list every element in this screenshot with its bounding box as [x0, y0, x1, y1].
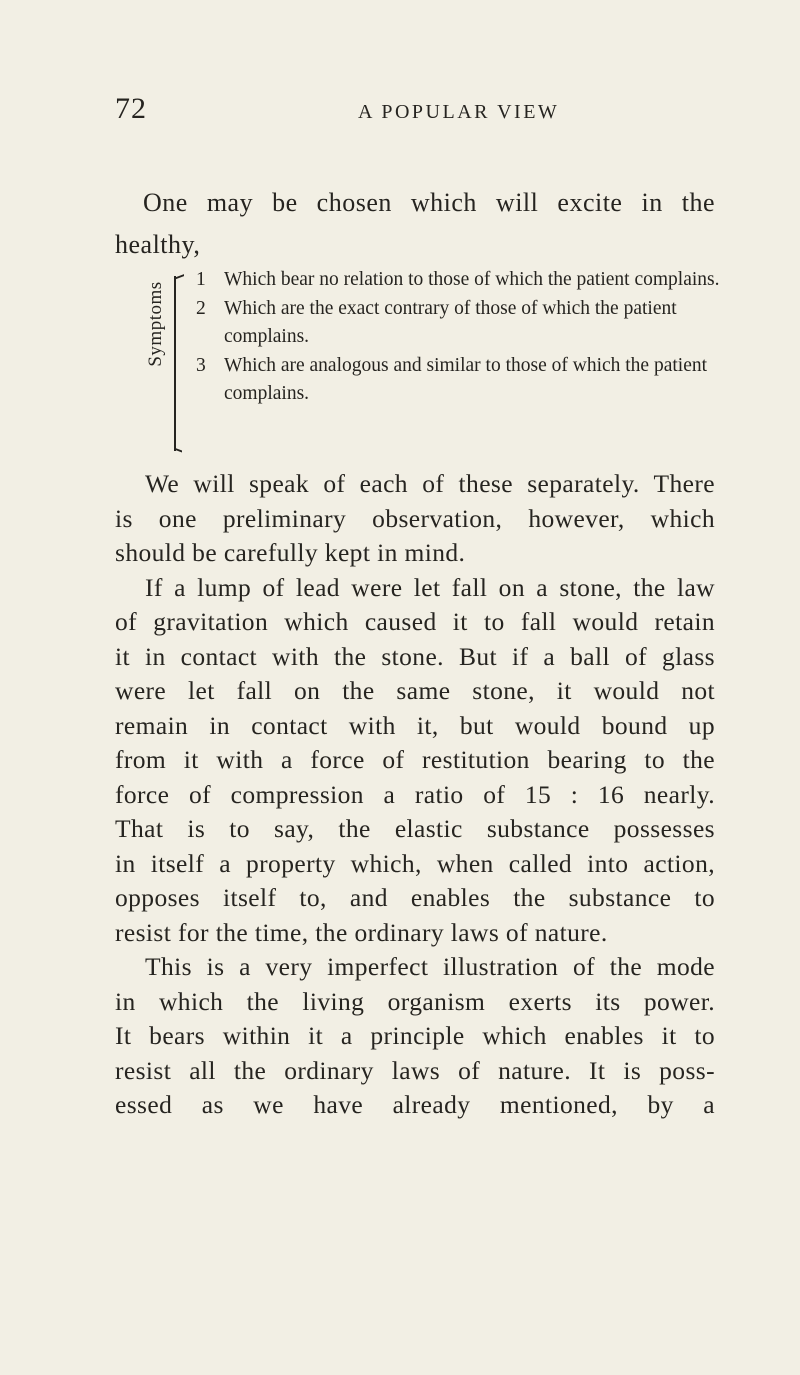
text-line: resist for the time, the ordinary laws of nature.	[115, 917, 608, 947]
text-line: essed as we have already mentioned, by a	[115, 1090, 715, 1119]
text-line: were let fall on the same stone, it would not	[115, 676, 715, 705]
symptom-number: 2	[196, 297, 206, 319]
symptom-text: Which are analogous and similar to those of which the patient complains.	[224, 354, 708, 404]
text-line: It bears within it a principle which enables it to	[115, 1021, 715, 1050]
intro-line: healthy,	[115, 230, 201, 259]
symptom-number: 1	[196, 269, 206, 290]
running-head: A POPULAR VIEW	[358, 101, 560, 123]
text-line: is one preliminary observation, however, which	[115, 503, 715, 533]
symptom-item	[196, 295, 756, 352]
text-line: in itself a property which, when called into action,	[115, 848, 715, 878]
text-line: force of compression a ratio of 15 : 16 nearly.	[115, 779, 715, 809]
text-line: should be carefully kept in mind.	[115, 538, 466, 567]
symptoms-label: Symptoms	[145, 281, 166, 367]
intro-line: One may be chosen which will excite in the	[143, 188, 715, 217]
text-line: in which the living organism exerts its power.	[115, 986, 715, 1016]
symptom-text: Which are the exact contrary of those of which the patient complains.	[224, 297, 677, 347]
symptoms-classification	[138, 269, 728, 404]
symptom-item	[196, 352, 756, 409]
text-line: If a lump of lead were let fall on a stone, the law	[145, 572, 715, 602]
paragraph	[115, 467, 715, 571]
symptoms-list	[196, 266, 756, 409]
text-line: remain in contact with it, but would bound up	[115, 710, 715, 740]
paragraph	[115, 950, 715, 1123]
text-line: resist all the ordinary laws of nature. It is poss-	[115, 1055, 715, 1085]
symptom-item	[196, 266, 756, 295]
text-line: This is a very imperfect illustration of the mode	[145, 952, 715, 981]
text-line: from it with a force of restitution bearing to the	[115, 745, 715, 774]
body-text	[115, 467, 715, 1123]
page-header	[115, 92, 715, 132]
text-line: of gravitation which caused it to fall would retain	[115, 607, 715, 636]
bracket	[174, 276, 186, 451]
symptom-text: Which bear no relation to those of which the patient complains.	[224, 269, 720, 290]
intro-paragraph	[115, 182, 715, 266]
text-line: opposes itself to, and enables the substance to	[115, 883, 715, 912]
text-line: We will speak of each of these separately. There	[145, 469, 715, 498]
symptom-number: 3	[196, 354, 206, 376]
text-line: That is to say, the elastic substance possesses	[115, 814, 715, 843]
page-number: 72	[115, 92, 147, 125]
paragraph	[115, 571, 715, 951]
text-line: it in contact with the stone. But if a ball of glass	[115, 641, 715, 671]
